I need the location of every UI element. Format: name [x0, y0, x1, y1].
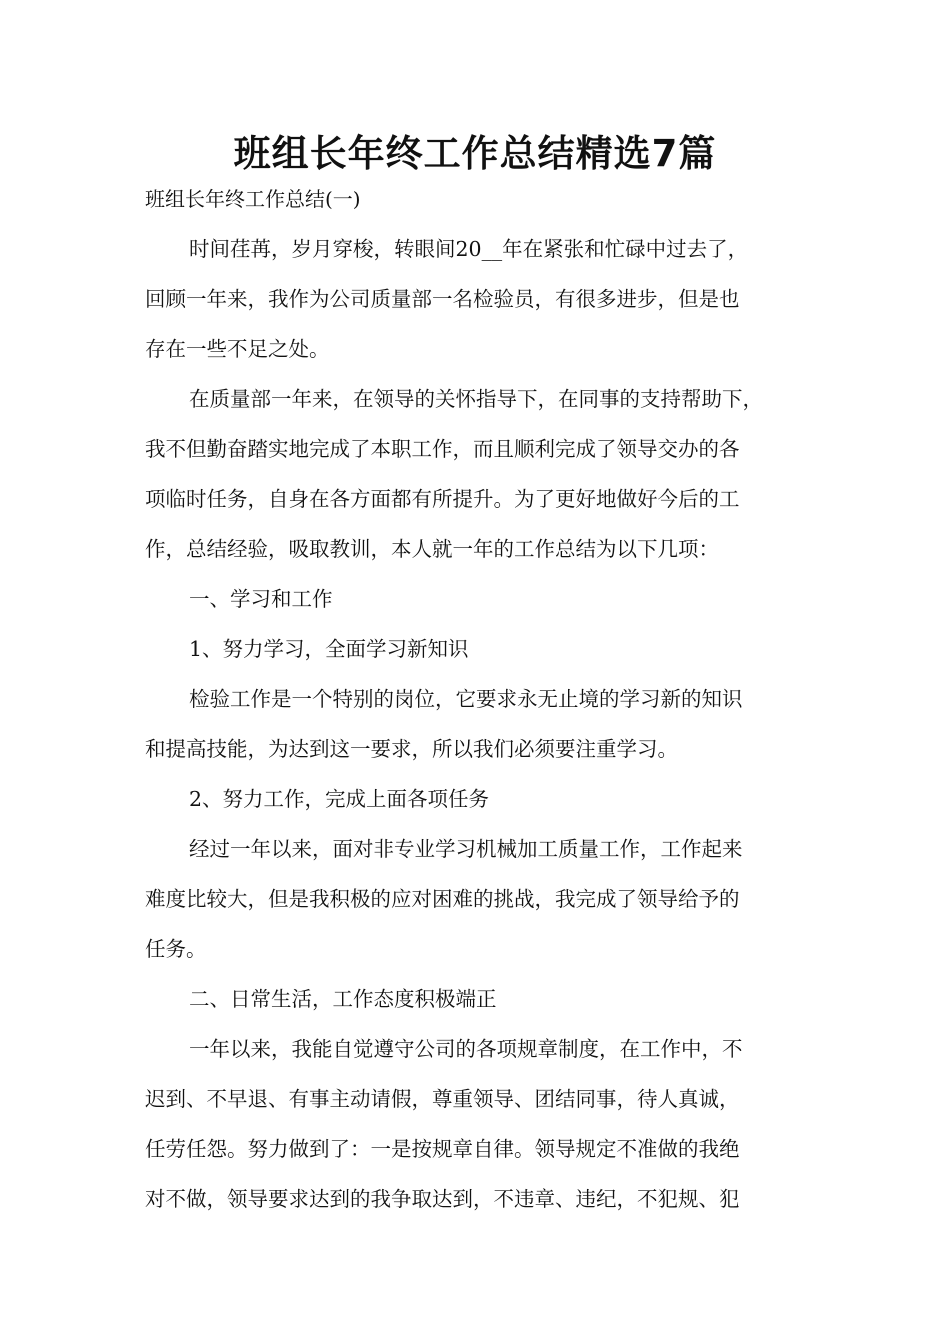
text-line: 时间荏苒，岁月穿梭，转眼间20__年在紧张和忙碌中过去了， [189, 237, 749, 261]
text-line: 和提高技能，为达到这一要求，所以我们必须要注重学习。 [145, 737, 678, 761]
text-line: 项临时任务，自身在各方面都有所提升。为了更好地做好今后的工 [145, 487, 740, 511]
text-line: 任务。 [145, 937, 207, 961]
section-heading: 二、日常生活，工作态度积极端正 [189, 987, 497, 1011]
text-line: 一年以来，我能自觉遵守公司的各项规章制度，在工作中，不 [189, 1037, 743, 1061]
subsection-heading: 1、努力学习，全面学习新知识 [189, 637, 469, 661]
subsection-heading: 2、努力工作，完成上面各项任务 [189, 787, 490, 811]
text-line: 经过一年以来，面对非专业学习机械加工质量工作，工作起来 [189, 837, 743, 861]
document-title: 班组长年终工作总结精选7篇 [233, 132, 717, 175]
text-line: 任劳任怨。努力做到了：一是按规章自律。领导规定不准做的我绝 [145, 1137, 740, 1161]
text-line: 检验工作是一个特别的岗位，它要求永无止境的学习新的知识 [189, 687, 743, 711]
text-line: 我不但勤奋踏实地完成了本职工作，而且顺利完成了领导交办的各 [145, 437, 740, 461]
text-line: 难度比较大，但是我积极的应对困难的挑战，我完成了领导给予的 [145, 887, 740, 911]
text-line: 存在一些不足之处。 [145, 337, 330, 361]
section-heading: 一、学习和工作 [189, 587, 333, 611]
text-line: 在质量部一年来，在领导的关怀指导下，在同事的支持帮助下， [189, 387, 763, 411]
text-line: 迟到、不早退、有事主动请假，尊重领导、团结同事，待人真诚， [145, 1087, 740, 1111]
section-subtitle: 班组长年终工作总结(一) [145, 187, 361, 211]
text-line: 回顾一年来，我作为公司质量部一名检验员，有很多进步，但是也 [145, 287, 740, 311]
text-line: 对不做，领导要求达到的我争取达到，不违章、违纪，不犯规、犯 [145, 1187, 740, 1211]
text-line: 作，总结经验，吸取教训，本人就一年的工作总结为以下几项： [145, 537, 719, 561]
